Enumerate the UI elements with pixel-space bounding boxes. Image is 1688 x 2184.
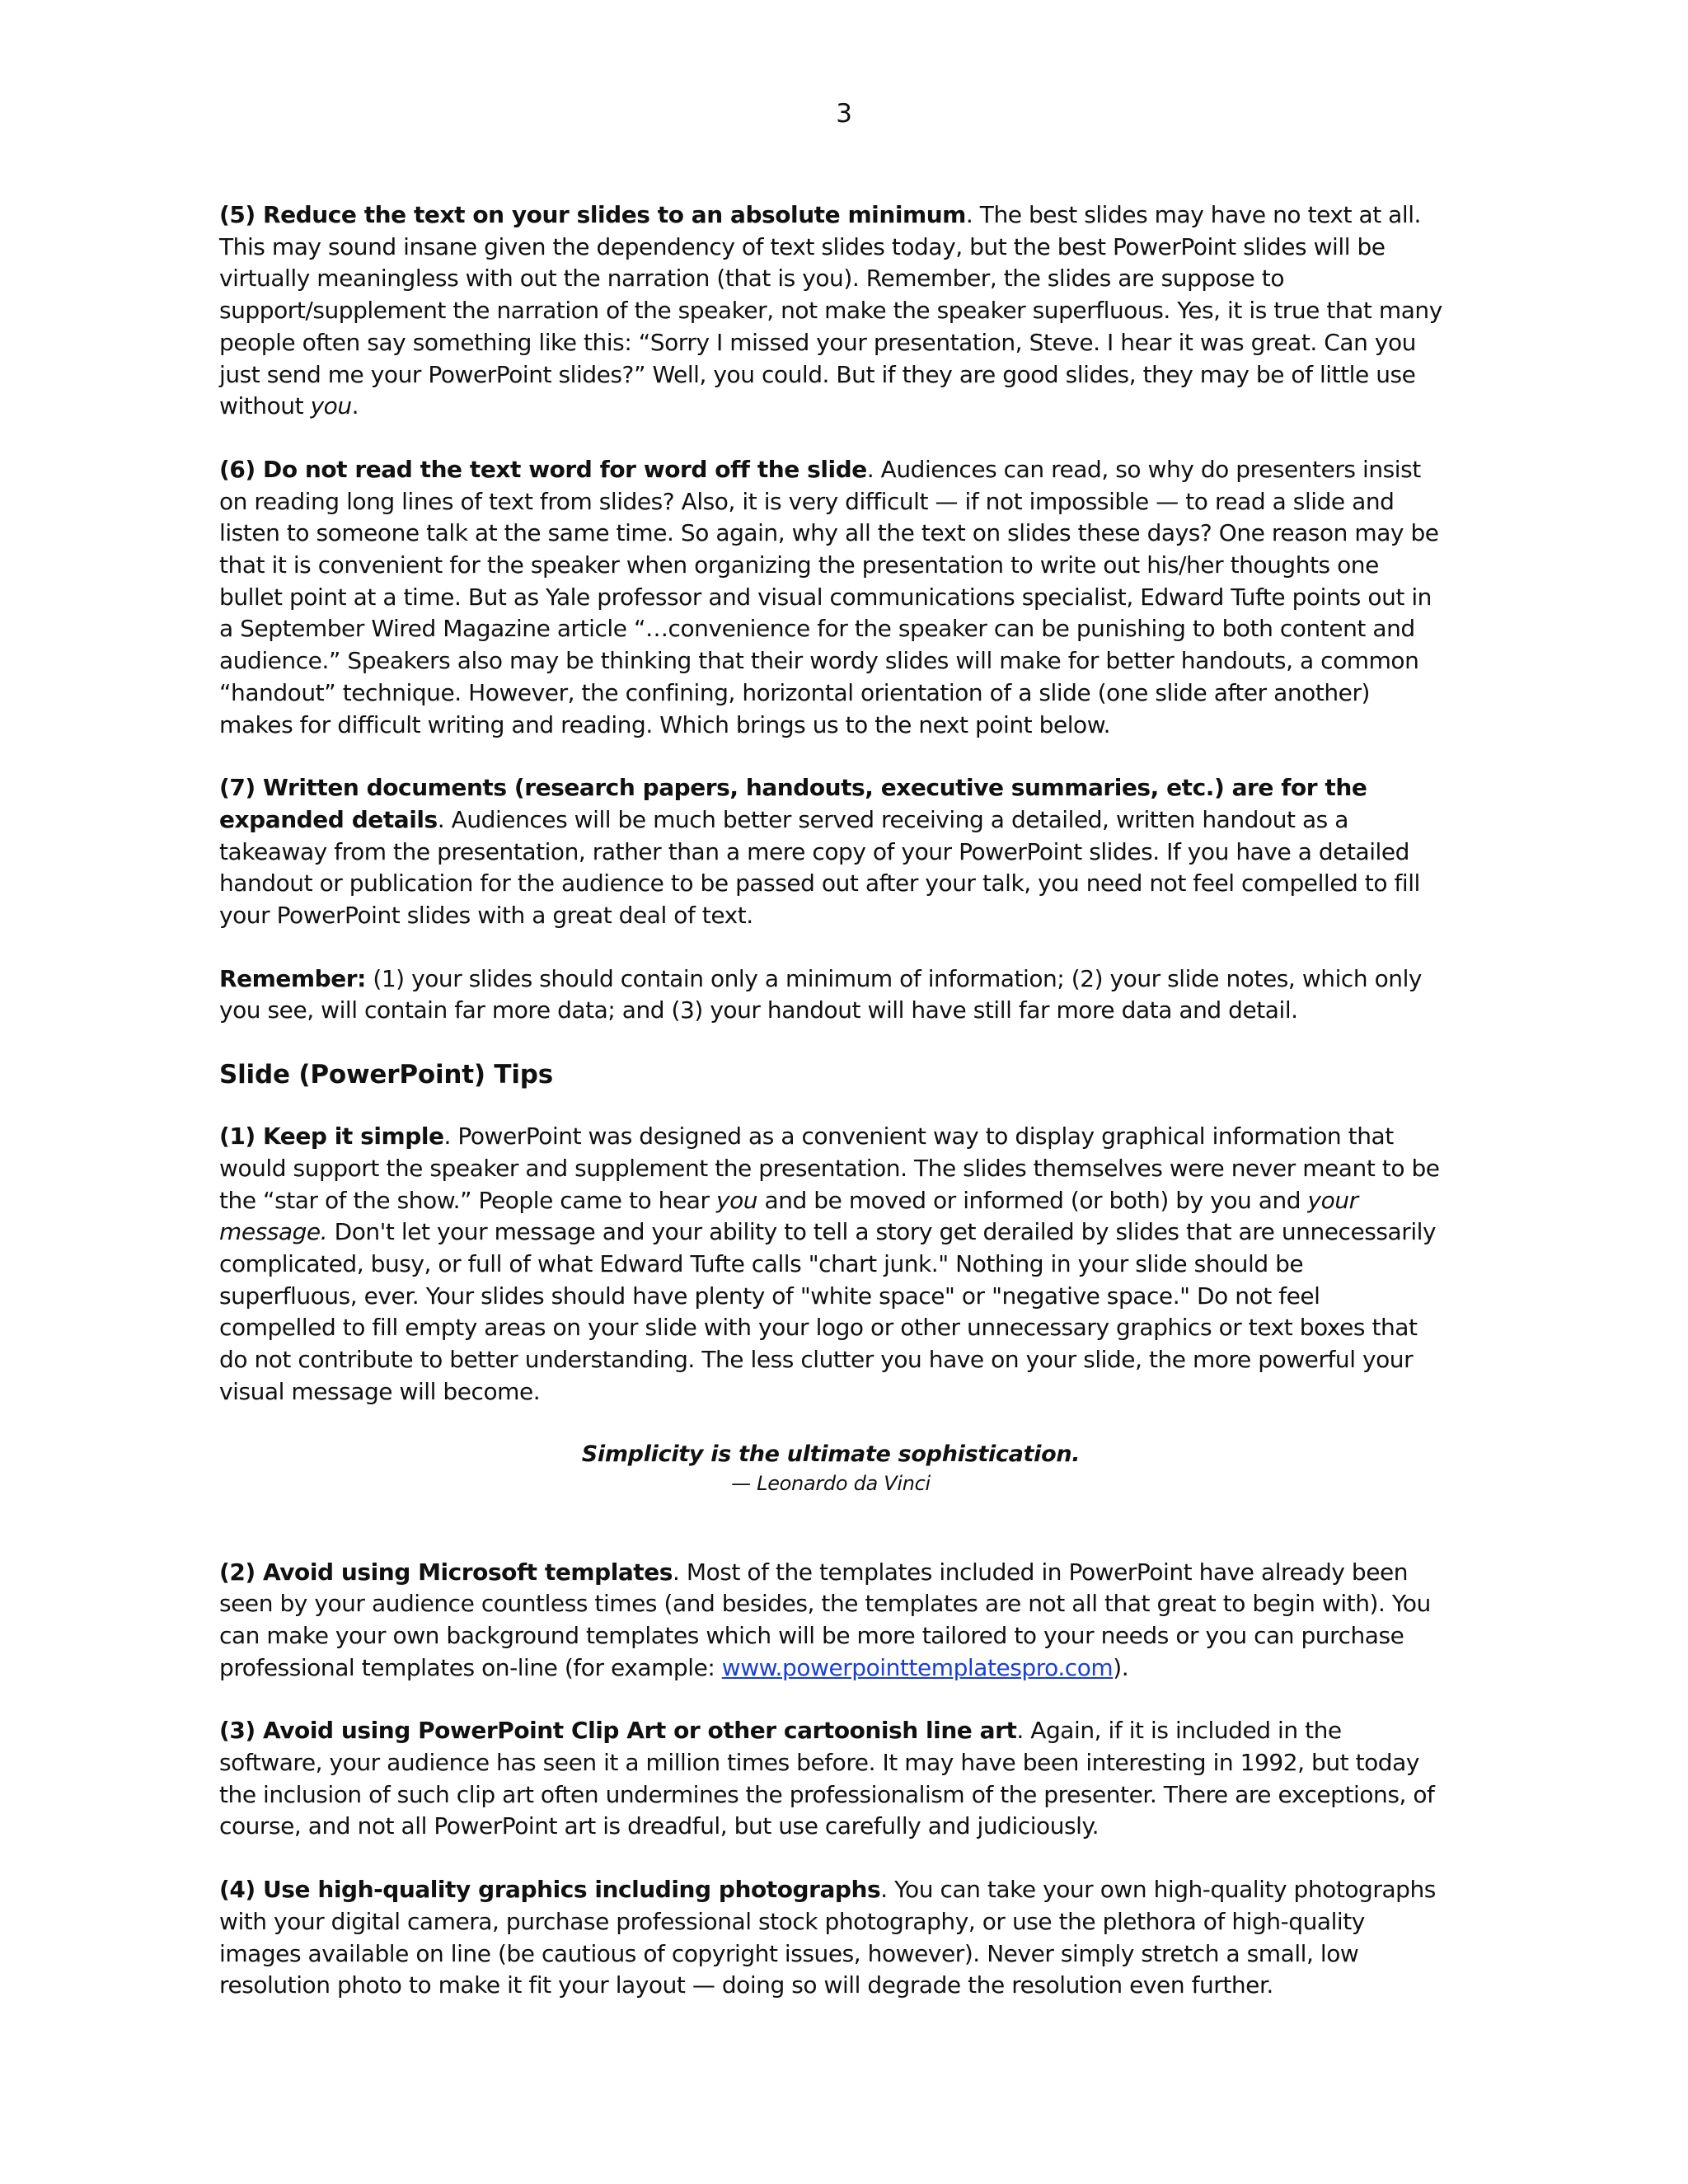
paragraph-text: . Most of the templates included in PowerPoint have already been seen by your audience countless times (and besides, the templates are not all that great to begin with). You can make your own background templates which will be more tailored to your needs or you can purchase professional templates on-line (for example: [219,1558,1431,1681]
paragraph-text: (1) your slides should contain only a minimum of information; (2) your slide notes, which only you see, will contain far more data; and (3) your handout will have still far more data and detail. [219,964,1423,1024]
page-number: 3 [836,99,852,129]
paragraph-lead: (7) Written documents (research papers, handouts, executive summaries, etc.) are for the expanded details [219,774,1367,833]
paragraph-text: . PowerPoint was designed as a convenient way to display graphical information that would support the speaker and supplement the presentation. The slides themselves were never meant to be the “star of the show.” People came to hear [219,1122,1440,1214]
paragraph-text: ). [1113,1653,1129,1681]
tip-4-high-quality-graphics [219,1874,1442,2002]
paragraph-text: . Audiences can read, so why do presenters insist on reading long lines of text from slides? Also, it is very difficult — if not impossible — to read a slide and listen to someone talk at the same time. So again, why all the text on slides these days? One reason may be that it is convenient for the speaker when organizing the presentation to write out his/her thoughts one bullet point at a time. But as Yale professor and visual communications specialist, Edward Tufte points out in a September Wired Magazine article “…convenience for the speaker can be punishing to both content and audience.” Speakers also may be thinking that their wordy slides will make for better handouts, a common “handout” technique. However, the confining, horizontal orientation of a slide (one slide after another) makes for difficult writing and reading. Which brings us to the next point below. [219,455,1439,738]
quote-block [219,1440,1442,1497]
paragraph-text: . The best slides may have no text at all. This may sound insane given the dependency of text slides today, but the best PowerPoint slides will be virtually meaningless with out the narration (that is you). Remember, the slides are suppose to support/supplement the narration of the speaker, not make the speaker superfluous. Yes, it is true that many people often say something like this: “Sorry I missed your presentation, Steve. I hear it was great. Can you just send me your PowerPoint slides?” Well, you could. But if they are good slides, they may be of little use without [219,201,1442,420]
paragraph-lead: (1) Keep it simple [219,1122,444,1151]
paragraph-text: . Audiences will be much better served receiving a detailed, written handout as a takeaway from the presentation, rather than a mere copy of your PowerPoint slides. If you have a detailed handout or publication for the audience to be passed out after your talk, you need not feel compelled to fill your PowerPoint slides with a great deal of text. [219,805,1420,930]
paragraph-text: . You can take your own high-quality photographs with your digital camera, purchase professional stock photography, or use the plethora of high-quality images available on line (be cautious of copyright issues, however). Never simply stretch a small, low resolution photo to make it fit your layout — doing so will degrade the resolution even further. [219,1876,1436,1999]
tip-3-avoid-clip-art [219,1715,1442,1843]
quote-text: Simplicity is the ultimate sophistication. [581,1441,1081,1467]
paragraph-7-written-documents [219,772,1442,932]
paragraph-lead: (5) Reduce the text on your slides to an absolute minimum [219,201,966,228]
document-body [219,199,1442,2033]
paragraph-lead: (3) Avoid using PowerPoint Clip Art or other cartoonish line art [219,1717,1017,1745]
emphasis-text: you [715,1186,758,1214]
paragraph-lead: Remember: [219,964,366,992]
paragraph-text: and be moved or informed (or both) by you and [757,1186,1308,1214]
quote-author: — Leonardo da Vinci [731,1471,931,1495]
paragraph-text: Don't let your message and your ability to tell a story get derailed by slides that are unnecessarily complicated, busy, or full of what Edward Tufte calls "chart junk." Nothing in your slide should be superfluous, ever. Your slides should have plenty of "white space" or "negative space." Do not feel compelled to fill empty areas on your slide with your logo or other unnecessary graphics or text boxes that do not contribute to better understanding. The less clutter you have on your slide, the more powerful your visual message will become. [219,1218,1437,1405]
paragraph-lead: (4) Use high-quality graphics including photographs [219,1876,881,1904]
paragraph-text: . [351,392,359,420]
tip-1-keep-it-simple [219,1121,1442,1408]
emphasis-text: your message. [219,1186,1358,1246]
paragraph-lead: (6) Do not read the text word for word off the slide [219,455,867,483]
paragraph-6-do-not-read [219,454,1442,741]
tip-2-avoid-templates [219,1557,1442,1685]
emphasis-text: you [310,392,352,420]
paragraph-remember [219,963,1442,1027]
paragraph-5-reduce-text [219,199,1442,423]
section-heading: Slide (PowerPoint) Tips [219,1060,554,1090]
paragraph-text: . Again, if it is included in the software, your audience has seen it a million times before. It may have been interesting in 1992, but today the inclusion of such clip art often undermines the professionalism of the presenter. There are exceptions, of course, and not all PowerPoint art is dreadful, but use carefully and judiciously. [219,1717,1435,1840]
paragraph-lead: (2) Avoid using Microsoft templates [219,1558,673,1586]
templates-link[interactable]: www.powerpointtemplatespro.com [721,1653,1114,1681]
